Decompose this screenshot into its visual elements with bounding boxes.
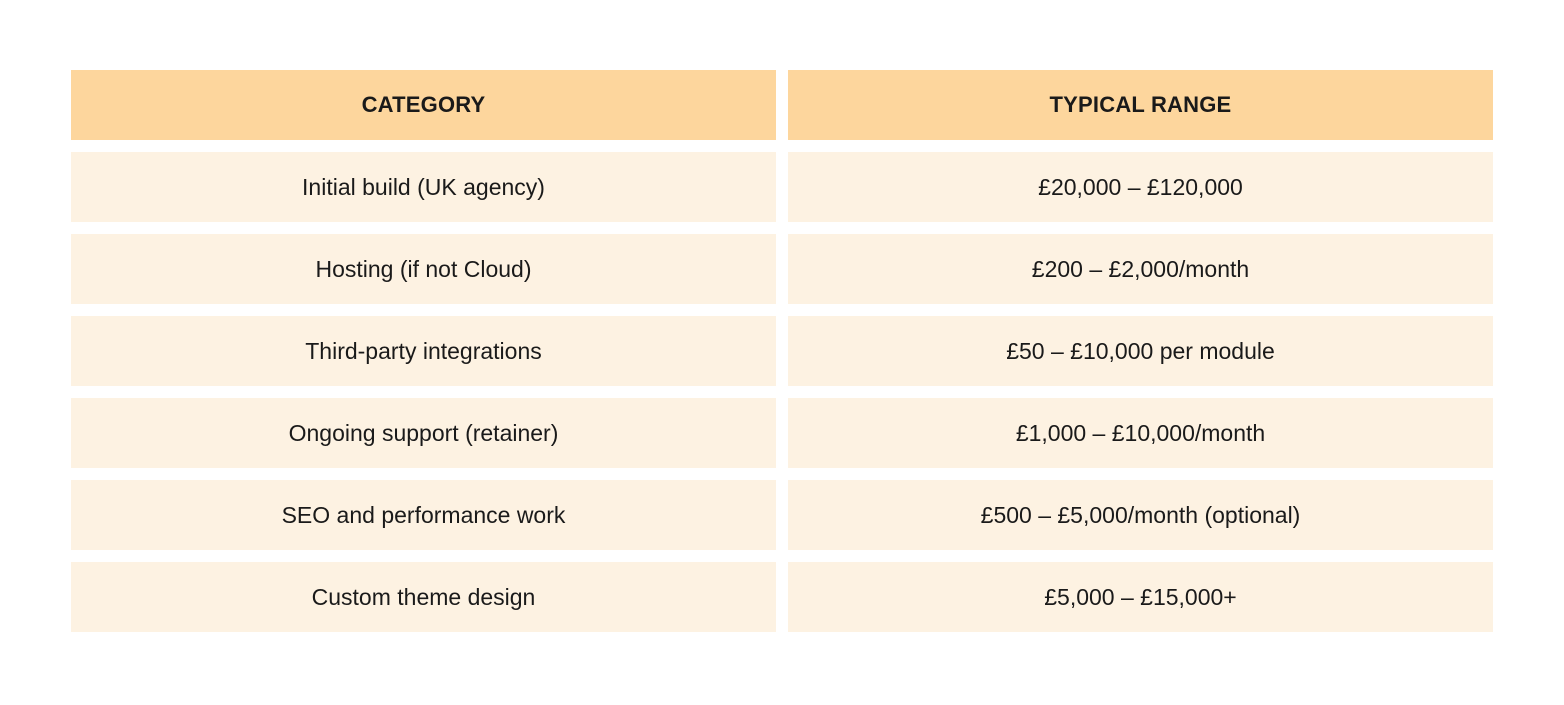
table-cell-category: Third-party integrations xyxy=(71,316,776,386)
pricing-table xyxy=(71,70,1493,632)
table-cell-category: Hosting (if not Cloud) xyxy=(71,234,776,304)
table-cell-range: £200 – £2,000/month xyxy=(788,234,1493,304)
table-cell-range: £500 – £5,000/month (optional) xyxy=(788,480,1493,550)
table-cell-range: £1,000 – £10,000/month xyxy=(788,398,1493,468)
table-cell-category: Ongoing support (retainer) xyxy=(71,398,776,468)
table-cell-range: £20,000 – £120,000 xyxy=(788,152,1493,222)
table-cell-category: Initial build (UK agency) xyxy=(71,152,776,222)
table-cell-range: £50 – £10,000 per module xyxy=(788,316,1493,386)
table-cell-category: SEO and performance work xyxy=(71,480,776,550)
table-cell-category: Custom theme design xyxy=(71,562,776,632)
column-header-category: CATEGORY xyxy=(71,70,776,140)
table-cell-range: £5,000 – £15,000+ xyxy=(788,562,1493,632)
column-header-typical-range: TYPICAL RANGE xyxy=(788,70,1493,140)
